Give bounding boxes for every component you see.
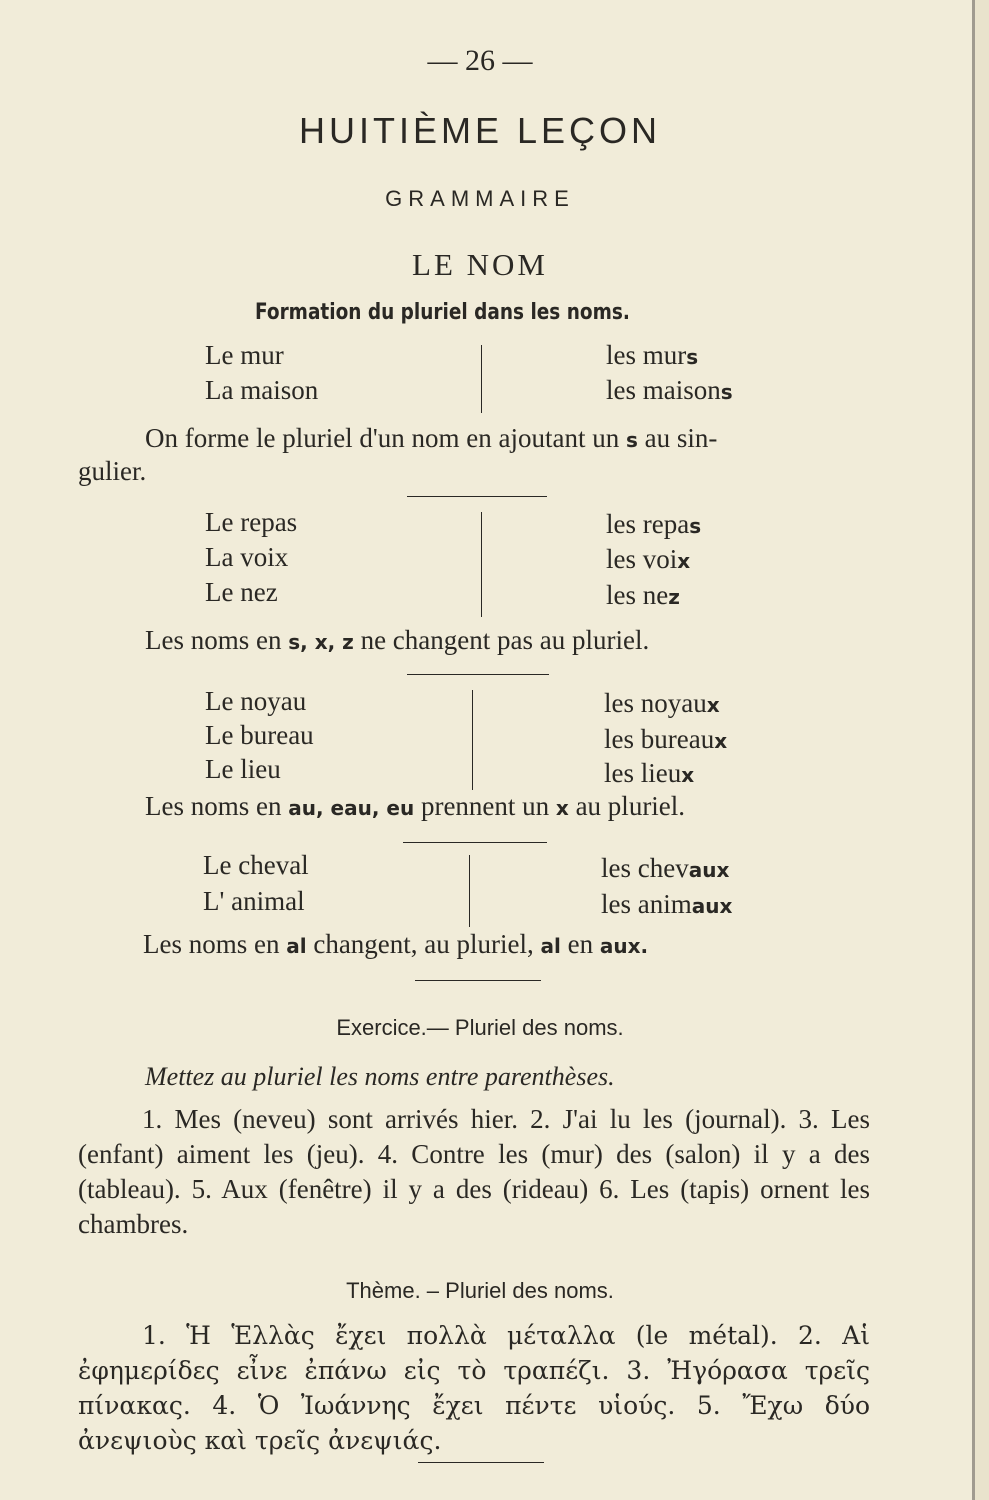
plural-word: les murs xyxy=(606,340,699,370)
plural-word: les animaux xyxy=(601,889,733,919)
plural-word: les bureaux xyxy=(604,724,728,754)
plural-word: les maisons xyxy=(606,375,733,405)
singular-word: La maison xyxy=(205,375,319,405)
formation-title: Formation du pluriel dans les noms. xyxy=(255,300,630,325)
column-divider xyxy=(481,512,482,617)
exercise-heading: Exercice.— Pluriel des noms. xyxy=(336,1015,624,1040)
rule-text-continued: gulier. xyxy=(78,456,147,486)
rule-text: Les noms en al changent, au pluriel, al en aux. xyxy=(143,929,649,959)
separator-rule xyxy=(418,1462,544,1463)
rule-text: On forme le pluriel d'un nom en ajoutant un s au sin- xyxy=(145,423,718,453)
rule-text: Les noms en au, eau, eu prennent un x au pluriel. xyxy=(145,791,686,821)
separator-rule xyxy=(415,980,541,981)
separator-rule xyxy=(407,496,547,497)
column-divider xyxy=(472,690,473,790)
singular-word: L' animal xyxy=(203,886,305,916)
rule-text: Les noms en s, x, z ne changent pas au pluriel. xyxy=(145,625,650,655)
exercise-text: 1. Mes (neveu) sont arrivés hier. 2. J'ai lu les (journal). 3. Les (enfant) aiment les (jeu). 4. Contre les (mur) des (salon) il y a des (tableau). 5. Aux (fenêtre) il y a des (rideau) 6. Les (tapis) ornent les chambres. xyxy=(78,1104,870,1239)
theme-heading: Thème. – Pluriel des noms. xyxy=(346,1278,614,1303)
plural-word: les noyaux xyxy=(604,688,720,718)
separator-rule xyxy=(407,674,549,675)
topic-title: LE NOM xyxy=(412,247,548,282)
singular-word: Le repas xyxy=(205,507,298,537)
plural-word: les repas xyxy=(606,509,702,539)
page-gutter-line xyxy=(972,0,975,1500)
plural-word: les nez xyxy=(606,580,680,610)
plural-word: les chevaux xyxy=(601,853,730,883)
exercise-instruction: Mettez au pluriel les noms entre parenthèses. xyxy=(145,1062,615,1091)
lesson-title: HUITIÈME LEÇON xyxy=(298,110,662,151)
plural-word: les voix xyxy=(606,544,691,574)
page-number: — 26 — xyxy=(427,44,533,77)
plural-word: les lieux xyxy=(604,758,695,788)
singular-word: Le lieu xyxy=(205,754,281,784)
singular-word: Le cheval xyxy=(203,850,309,880)
page-edge xyxy=(975,0,989,1500)
singular-word: La voix xyxy=(205,542,289,572)
column-divider xyxy=(469,855,470,927)
singular-word: Le nez xyxy=(205,577,278,607)
separator-rule xyxy=(403,842,547,843)
section-title: GRAMMAIRE xyxy=(385,186,575,211)
singular-word: Le bureau xyxy=(205,720,314,750)
singular-word: Le noyau xyxy=(205,686,307,716)
singular-word: Le mur xyxy=(205,340,284,370)
theme-text: 1. Ἡ Ἑλλὰς ἔχει πολλὰ μέταλλα (le métal). 2. Αἱ ἐφημερίδες εἶνε ἐπάνω εἰς τὸ τραπέζι. 3. Ἠγόρασα τρεῖς πίνακας. 4. Ὁ Ἰωάννης ἔχει πέντε υἱούς. 5. Ἔχω δύο ἀνεψιοὺς καὶ τρεῖς ἀνεψιάς. xyxy=(78,1321,870,1455)
column-divider xyxy=(481,345,482,413)
